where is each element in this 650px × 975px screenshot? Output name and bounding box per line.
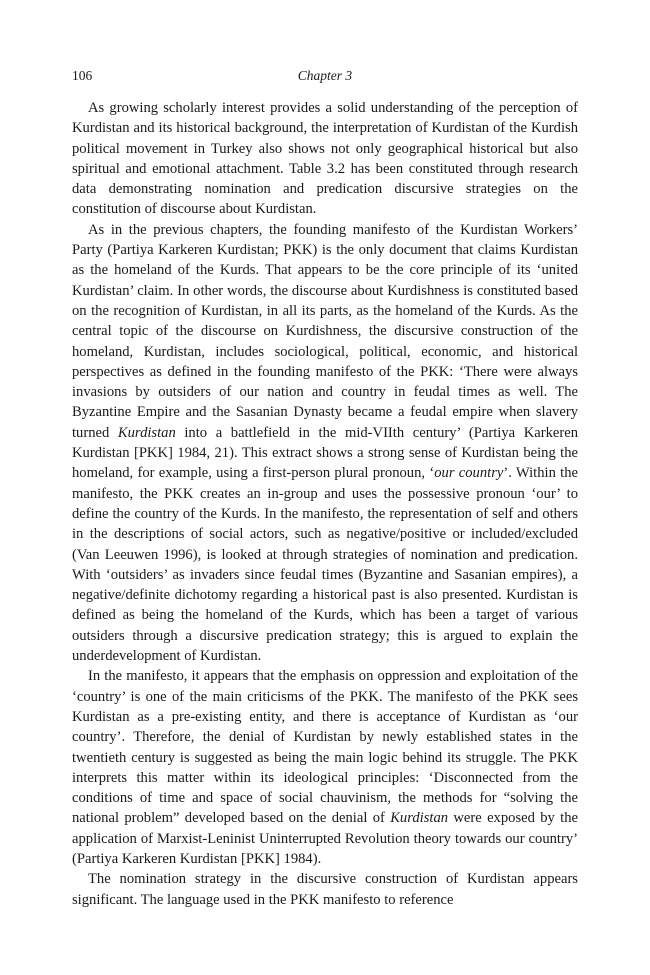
running-head (72, 68, 578, 90)
paragraph-text: As growing scholarly interest provides a solid understanding of the perception of Kurdistan and its historical background, the interpretation of Kurdistan of the Kurdish political movement in Turkey also shows not only geographical historical but also spiritual and emotional attachment. Table 3.2 has been constituted through research data demonstrating nomination and predication discursive strategies on the constitution of discourse about Kurdistan. (72, 100, 578, 218)
paragraph (72, 220, 578, 667)
paragraph-text: The nomination strategy in the discursive construction of Kurdistan appears significant. The language used in the PKK manifesto to reference (72, 871, 578, 908)
italic-text: our country (434, 465, 504, 482)
body-text (72, 98, 578, 910)
paragraph-text: were exposed by the application of Marxist-Leninist Uninterrupted Revolution theory towards our country’ (Partiya Karkeren Kurdistan [PKK] 1984). (72, 810, 578, 867)
paragraph (72, 869, 578, 910)
paragraph-text: As in the previous chapters, the founding manifesto of the Kurdistan Workers’ Party (Partiya Karkeren Kurdistan; PKK) is the only document that claims Kurdistan as the homeland of the Kurds. That appears to be the core principle of its ‘united Kurdistan’ claim. In other words, the discourse about Kurdishness is constituted based on the recognition of Kurdistan, in all its parts, as the homeland of the Kurds. As the central topic of the discourse on Kurdishness, the discursive construction of the homeland, Kurdistan, includes sociological, political, economic, and historical perspectives as defined in the founding manifesto of the PKK: ‘There were always invasions by outsiders of our nation and country in feudal times as well. The Byzantine Empire and the Sasanian Dynasty became a feudal empire when slavery turned (72, 221, 578, 441)
paragraph-text: ’. Within the manifesto, the PKK creates an in-group and uses the possessive pronoun ‘our’ to define the country of the Kurds. In the manifesto, the representation of self and others in the descriptions of social actors, such as negative/positive or included/​excluded (Van Leeuwen 1996), is looked at through strategies of nomination and predication. With ‘outsiders’ as invaders since feudal times (Byzantine and Sasanian empires), a negative/definite dichotomy regarding a historical past is also presented. Kurdistan is defined as being the homeland of the Kurds, which has been a target of various outsiders through a discursive predication strategy; this is argued to explain the underdevelopment of Kurdistan. (72, 465, 578, 665)
paragraph (72, 98, 578, 220)
italic-text: Kurdistan (117, 424, 176, 441)
paragraph-text: In the manifesto, it appears that the emphasis on oppression and exploitation of the ‘country’ is one of the main criticisms of the PKK. The manifesto of the PKK sees Kurdistan as a pre-existing entity, and there is acceptance of Kurdistan as ‘our country’. Therefore, the denial of Kurdistan by newly established states in the twentieth century is suggested as being the main logic behind its struggle. The PKK interprets this matter within its ideological principles: ‘Disconnected from the conditions of time and space of social chauvinism, the methods for “solving the national problem” developed based on the denial of (72, 668, 578, 827)
book-page (72, 68, 578, 910)
paragraph-text: into a battlefield in the mid-VIIth century’ (Partiya Karkeren Kurdistan [PKK] 1984, 21). This extract shows a strong sense of Kurdistan being the homeland, for example, using a first-person plural pronoun, ‘ (72, 424, 579, 482)
chapter-label: Chapter 3 (297, 68, 353, 83)
paragraph (72, 666, 578, 869)
page-number: 106 (72, 68, 93, 83)
italic-text: Kurdistan (390, 810, 449, 827)
